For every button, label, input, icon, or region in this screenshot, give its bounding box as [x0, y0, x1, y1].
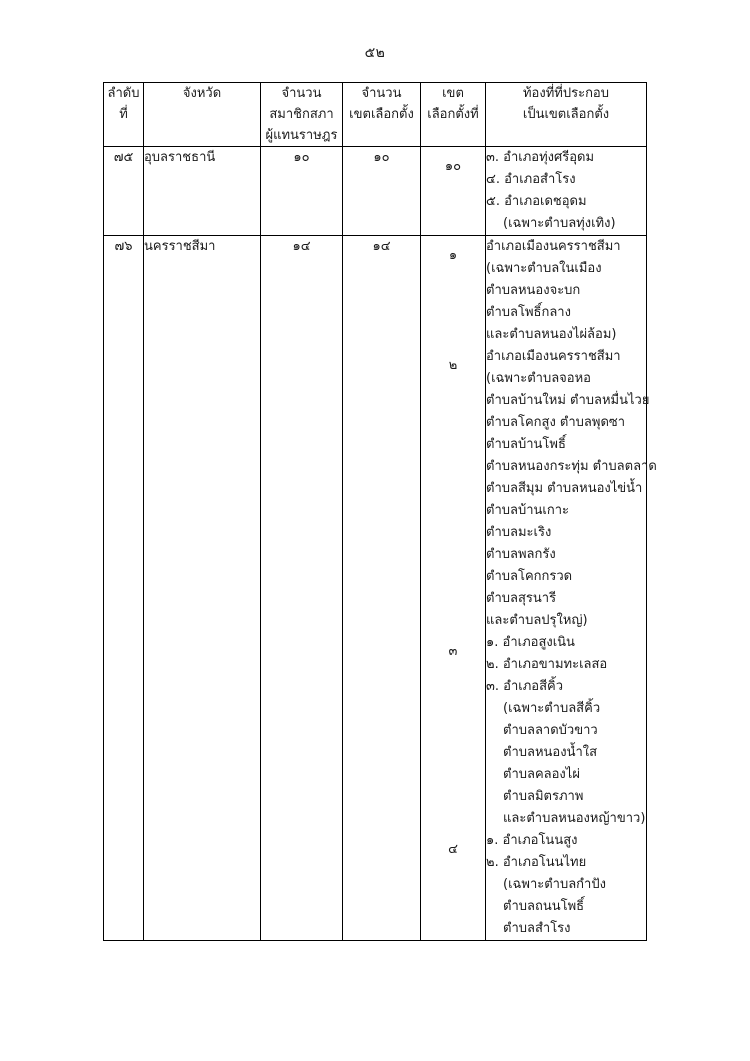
area-line: (เฉพาะตำบลทุ่งเทิง) — [503, 216, 616, 231]
column-header-line: ท้องที่ที่ประกอบ — [522, 86, 609, 101]
area-line: ตำบลสำโรง — [503, 921, 571, 936]
cell-province: อุบลราชธานี — [144, 147, 261, 236]
table-body — [104, 147, 657, 941]
column-header-line: จำนวน — [281, 86, 322, 101]
area-line: ตำบลคลองไผ่ — [503, 767, 580, 782]
column-header-line: จังหวัด — [182, 86, 222, 101]
area-line: ตำบลพลกรัง — [486, 547, 556, 562]
area-line: ๓. อำเภอสีคิ้ว — [486, 679, 564, 694]
cell-order-no: ๗๕ — [104, 147, 144, 236]
table-header-row — [104, 83, 647, 147]
cell-areas — [486, 147, 647, 236]
area-line: ตำบลบ้านโพธิ์ — [486, 437, 566, 452]
area-line: ตำบลโคกสูง ตำบลพุดซา — [486, 415, 626, 430]
area-line: ตำบลบ้านเกาะ — [486, 503, 569, 518]
area-line: ๒. อำเภอขามทะเลสอ — [486, 657, 608, 672]
area-line: ตำบลหนองจะบก — [486, 283, 581, 298]
area-line: ตำบลหนองน้ำใส — [503, 745, 598, 760]
zone-number: ๑๐ — [444, 159, 462, 174]
cell-zone-count: ๑๐ — [343, 147, 421, 236]
column-header-zone-count — [343, 83, 421, 147]
area-line: และตำบลปรุใหญ่) — [486, 613, 588, 628]
area-line: ตำบลมะเริง — [486, 525, 552, 540]
area-line: ตำบลโพธิ์กลาง — [486, 305, 571, 320]
table-row — [104, 147, 647, 236]
area-line: ๒. อำเภอโนนไทย — [486, 855, 587, 870]
column-header-member-count — [261, 83, 343, 147]
column-header-order-no — [104, 83, 144, 147]
area-block — [486, 236, 646, 346]
zone-number: ๑ — [448, 248, 458, 263]
area-line: (เฉพาะตำบลสีคิ้ว — [503, 701, 601, 716]
column-header-line: เขต — [442, 86, 464, 101]
area-line: (เฉพาะตำบลในเมือง — [486, 261, 602, 276]
column-header-line: จำนวน — [361, 86, 402, 101]
page-number: ๕๒ — [364, 45, 386, 61]
zone-number: ๔ — [448, 842, 458, 857]
area-block — [486, 346, 657, 632]
column-header-line: เป็นเขตเลือกตั้ง — [522, 107, 610, 122]
area-line: อำเภอเมืองนครราชสีมา — [486, 239, 621, 254]
column-header-line: สมาชิกสภา — [269, 107, 334, 122]
column-header-areas — [486, 83, 647, 147]
table-row — [104, 236, 647, 941]
cell-zone-numbers — [421, 147, 486, 236]
table-header — [104, 83, 647, 147]
column-header-zone-number — [421, 83, 486, 147]
cell-areas — [486, 236, 657, 941]
area-line: อำเภอเมืองนครราชสีมา — [486, 349, 621, 364]
cell-zone-numbers — [421, 236, 486, 941]
area-line: ตำบลบ้านใหม่ ตำบลหมื่นไวย — [486, 393, 650, 408]
area-line: ๔. อำเภอสำโรง — [486, 172, 576, 187]
column-header-line: ลำดับ — [107, 86, 140, 101]
zone-number: ๓ — [448, 644, 458, 659]
cell-member-count: ๑๔ — [261, 236, 343, 941]
area-line: ๓. อำเภอทุ่งศรีอุดม — [486, 150, 595, 165]
area-line: ตำบลลาดบัวขาว — [503, 723, 598, 738]
area-block — [486, 632, 646, 830]
electoral-districts-table — [103, 82, 657, 941]
column-header-line: ที่ — [119, 107, 128, 122]
area-line: ตำบลสุรนารี — [486, 591, 557, 606]
column-header-line: ผู้แทนราษฎร — [265, 128, 338, 143]
cell-zone-count: ๑๔ — [343, 236, 421, 941]
column-header-province — [144, 83, 261, 147]
area-line: (เฉพาะตำบลกำปัง — [503, 877, 606, 892]
cell-province: นครราชสีมา — [144, 236, 261, 941]
area-line: ๑. อำเภอสูงเนิน — [486, 635, 575, 650]
area-line: ตำบลสีมุม ตำบลหนองไข่น้ำ — [486, 481, 643, 496]
area-line: ตำบลหนองกระทุ่ม ตำบลตลาด — [486, 459, 657, 474]
cell-order-no: ๗๖ — [104, 236, 144, 941]
area-line: ตำบลโคกกรวด — [486, 569, 573, 584]
cell-member-count: ๑๐ — [261, 147, 343, 236]
area-block — [486, 147, 646, 235]
area-line: (เฉพาะตำบลจอหอ — [486, 371, 591, 386]
column-header-line: เขตเลือกตั้ง — [349, 107, 414, 122]
zone-number: ๒ — [448, 358, 458, 373]
area-line: ตำบลถนนโพธิ์ — [503, 899, 585, 914]
area-line: ๕. อำเภอเดชอุดม — [486, 194, 587, 209]
area-line: และตำบลหนองหญ้าขาว) — [503, 811, 646, 826]
area-line: ตำบลมิตรภาพ — [503, 789, 584, 804]
column-header-line: เลือกตั้งที่ — [427, 107, 479, 122]
area-line: ๑. อำเภอโนนสูง — [486, 833, 578, 848]
area-block — [486, 830, 646, 940]
area-line: และตำบลหนองไผ่ล้อม) — [486, 327, 617, 342]
